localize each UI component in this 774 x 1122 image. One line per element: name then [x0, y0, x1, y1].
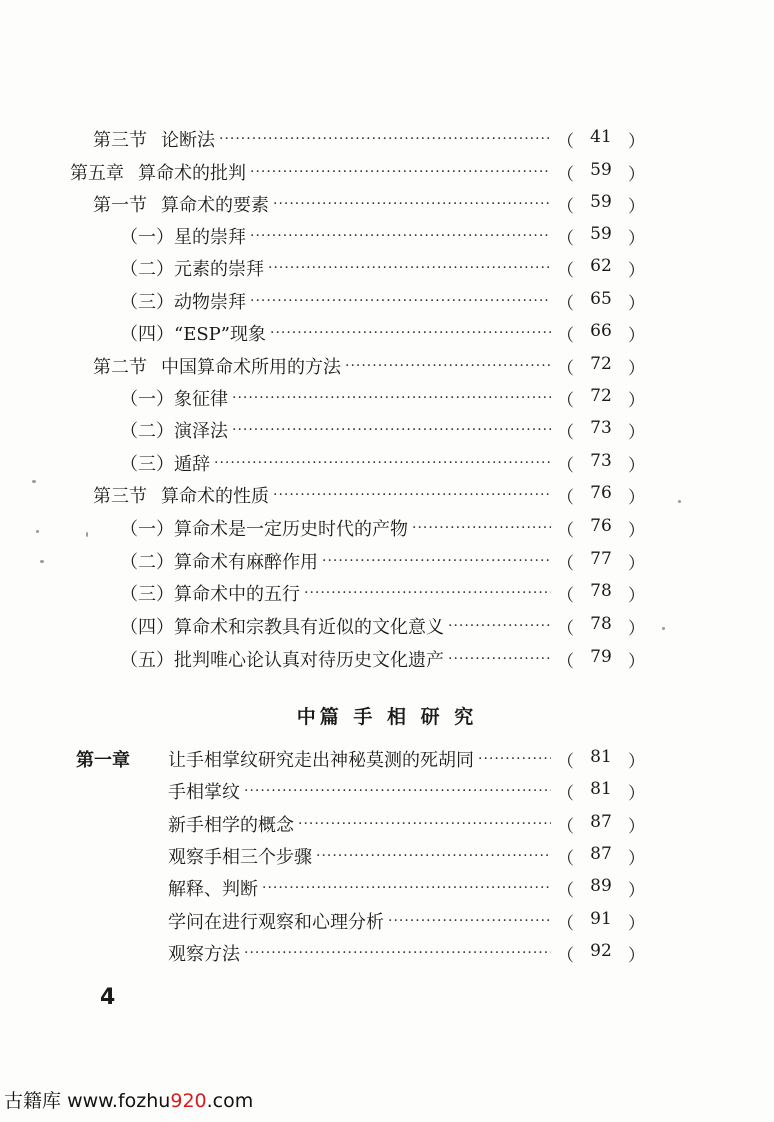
- entry-page: 59: [590, 191, 612, 212]
- entry-page: 73: [590, 417, 612, 438]
- entry-label: 第一节: [93, 195, 147, 216]
- toc-entry: 手相掌纹 ····· （ 81 ）: [168, 775, 645, 807]
- entry-title: 批判唯心论认真对待历史文化遗产: [174, 650, 444, 671]
- dot-leader: [244, 775, 551, 807]
- entry-page: 59: [590, 223, 612, 244]
- toc-entry: （三） 遁辞 ····· （ 73 ）: [120, 447, 645, 479]
- dot-leader: [304, 577, 551, 609]
- dot-leader: [250, 285, 551, 317]
- toc-entry: （一） 星的崇拜 ····· （ 59 ）: [120, 220, 645, 252]
- entry-title: 让手相掌纹研究走出神秘莫测的死胡同: [168, 750, 474, 771]
- entry-label: （一）: [120, 389, 174, 410]
- dot-leader: [214, 447, 551, 479]
- entry-title: 解释、判断: [168, 879, 258, 900]
- toc-entry: （二） 元素的崇拜 ····· （ 62 ）: [120, 252, 645, 284]
- entry-label: （四）: [120, 617, 174, 638]
- entry-title: “ESP”现象: [174, 324, 266, 345]
- dot-leader: [232, 382, 551, 414]
- entry-title: 观察方法: [168, 944, 240, 965]
- entry-title: 论断法: [161, 130, 215, 151]
- scan-speck: [678, 500, 681, 503]
- entry-page: 78: [590, 580, 612, 601]
- toc-entry: （五） 批判唯心论认真对待历史文化遗产 ····· （ 79 ）: [120, 643, 645, 675]
- toc-entry: 解释、判断 ····· （ 89 ）: [168, 872, 645, 904]
- dot-leader: [250, 220, 551, 252]
- toc-entry: 第一节 算命术的要素 ····· （ 59 ）: [93, 188, 645, 220]
- entry-page: 59: [590, 159, 612, 180]
- entry-page: 81: [590, 746, 612, 767]
- scan-speck: [86, 532, 88, 537]
- dot-leader: [273, 188, 551, 220]
- entry-title: 学问在进行观察和心理分析: [168, 912, 384, 933]
- entry-page: 65: [590, 288, 612, 309]
- dot-leader: [270, 317, 551, 349]
- entry-title: 算命术和宗教具有近似的文化意义: [174, 617, 444, 638]
- toc-entry: 第三节 论断法 ····· （ 41 ）: [93, 123, 645, 155]
- entry-title: 星的崇拜: [174, 227, 246, 248]
- toc-entry: （三） 算命术中的五行 ····· （ 78 ）: [120, 577, 645, 609]
- entry-page: 72: [590, 353, 612, 374]
- entry-title: 遁辞: [174, 454, 210, 475]
- toc-entry: 第三节 算命术的性质 ····· （ 76 ）: [93, 479, 645, 511]
- entry-label: （五）: [120, 650, 174, 671]
- dot-leader: [412, 512, 551, 544]
- entry-title: 观察手相三个步骤: [168, 847, 312, 868]
- dot-leader: [298, 808, 551, 840]
- toc-entry: （一） 算命术是一定历史时代的产物 ····· （ 76 ）: [120, 512, 645, 544]
- dot-leader: [250, 156, 551, 188]
- page-number: 4: [100, 985, 116, 1010]
- entry-label: （三）: [120, 584, 174, 605]
- watermark-footer: [4, 1086, 253, 1113]
- entry-page: 77: [590, 548, 612, 569]
- toc-entry: 观察手相三个步骤 ····· （ 87 ）: [168, 840, 645, 872]
- entry-label: 第二节: [93, 357, 147, 378]
- dot-leader: [345, 350, 551, 382]
- entry-label: （二）: [120, 259, 174, 280]
- dot-leader: [262, 872, 551, 904]
- entry-page: 81: [590, 778, 612, 799]
- entry-title: 算命术中的五行: [174, 584, 300, 605]
- toc-entry: 第二节 中国算命术所用的方法 ····· （ 72 ）: [93, 350, 645, 382]
- entry-label: （二）: [120, 552, 174, 573]
- scan-speck: [40, 560, 44, 563]
- dot-leader: [478, 743, 551, 775]
- toc-entry: （二） 算命术有麻醉作用 ····· （ 77 ）: [120, 545, 645, 577]
- entry-label: 第三节: [93, 486, 147, 507]
- entry-title: 算命术的批判: [138, 163, 246, 184]
- entry-label: （三）: [120, 292, 174, 313]
- entry-page: 72: [590, 385, 612, 406]
- entry-label: （四）: [120, 324, 174, 345]
- entry-page: 66: [590, 320, 612, 341]
- toc-entry: （一） 象征律 ····· （ 72 ）: [120, 382, 645, 414]
- dot-leader: [244, 937, 551, 969]
- dot-leader: [388, 905, 551, 937]
- dot-leader: [448, 643, 551, 675]
- entry-page: 73: [590, 450, 612, 471]
- entry-title: 算命术有麻醉作用: [174, 552, 318, 573]
- entry-title: 算命术的要素: [161, 195, 269, 216]
- toc-entry: 新手相学的概念 ····· （ 87 ）: [168, 808, 645, 840]
- entry-page: 76: [590, 482, 612, 503]
- scan-speck: [32, 480, 36, 483]
- toc-entry: （四） “ESP”现象 ····· （ 66 ）: [120, 317, 645, 349]
- entry-label: （二）: [120, 421, 174, 442]
- dot-leader: [322, 545, 551, 577]
- dot-leader: [316, 840, 551, 872]
- entry-label: （三）: [120, 454, 174, 475]
- entry-page: 62: [590, 255, 612, 276]
- entry-page: 92: [590, 940, 612, 961]
- entry-label: （一）: [120, 227, 174, 248]
- entry-title: 演泽法: [174, 421, 228, 442]
- entry-title: 算命术是一定历史时代的产物: [174, 519, 408, 540]
- entry-label: 第五章: [70, 163, 124, 184]
- entry-title: 算命术的性质: [161, 486, 269, 507]
- toc-entry: （二） 演泽法 ····· （ 73 ）: [120, 414, 645, 446]
- dot-leader: [219, 123, 551, 155]
- entry-page: 91: [590, 908, 612, 929]
- entry-page: 78: [590, 613, 612, 634]
- entry-page: 87: [590, 843, 612, 864]
- entry-page: 89: [590, 875, 612, 896]
- dot-leader: [268, 252, 551, 284]
- scan-speck: [662, 627, 665, 630]
- site-url: www.fozhu920.com: [67, 1090, 254, 1112]
- section-heading: 中篇 手 相 研 究: [296, 706, 478, 728]
- entry-title: 新手相学的概念: [168, 815, 294, 836]
- toc-entry: 观察方法 ····· （ 92 ）: [168, 937, 645, 969]
- toc-entry: 学问在进行观察和心理分析 ····· （ 91 ）: [168, 905, 645, 937]
- entry-label: （一）: [120, 519, 174, 540]
- toc-entry: （三） 动物崇拜 ····· （ 65 ）: [120, 285, 645, 317]
- entry-page: 87: [590, 811, 612, 832]
- dot-leader: [448, 610, 551, 642]
- entry-page: 79: [590, 646, 612, 667]
- entry-label: 第三节: [93, 130, 147, 151]
- entry-page: 41: [590, 126, 612, 147]
- dot-leader: [232, 414, 551, 446]
- entry-title: 象征律: [174, 389, 228, 410]
- dot-leader: [273, 479, 551, 511]
- entry-title: 元素的崇拜: [174, 259, 264, 280]
- entry-title: 手相掌纹: [168, 782, 240, 803]
- entry-page: 76: [590, 515, 612, 536]
- entry-title: 中国算命术所用的方法: [161, 357, 341, 378]
- toc-entry: （四） 算命术和宗教具有近似的文化意义 ····· （ 78 ）: [120, 610, 645, 642]
- entry-title: 动物崇拜: [174, 292, 246, 313]
- toc-entry: 第一章 让手相掌纹研究走出神秘莫测的死胡同 ····· （ 81 ）: [76, 743, 645, 775]
- scan-speck: [36, 530, 39, 533]
- entry-label: 第一章: [76, 750, 130, 771]
- site-name: 古籍库: [4, 1090, 62, 1112]
- toc-entry: 第五章 算命术的批判 ····· （ 59 ）: [70, 156, 645, 188]
